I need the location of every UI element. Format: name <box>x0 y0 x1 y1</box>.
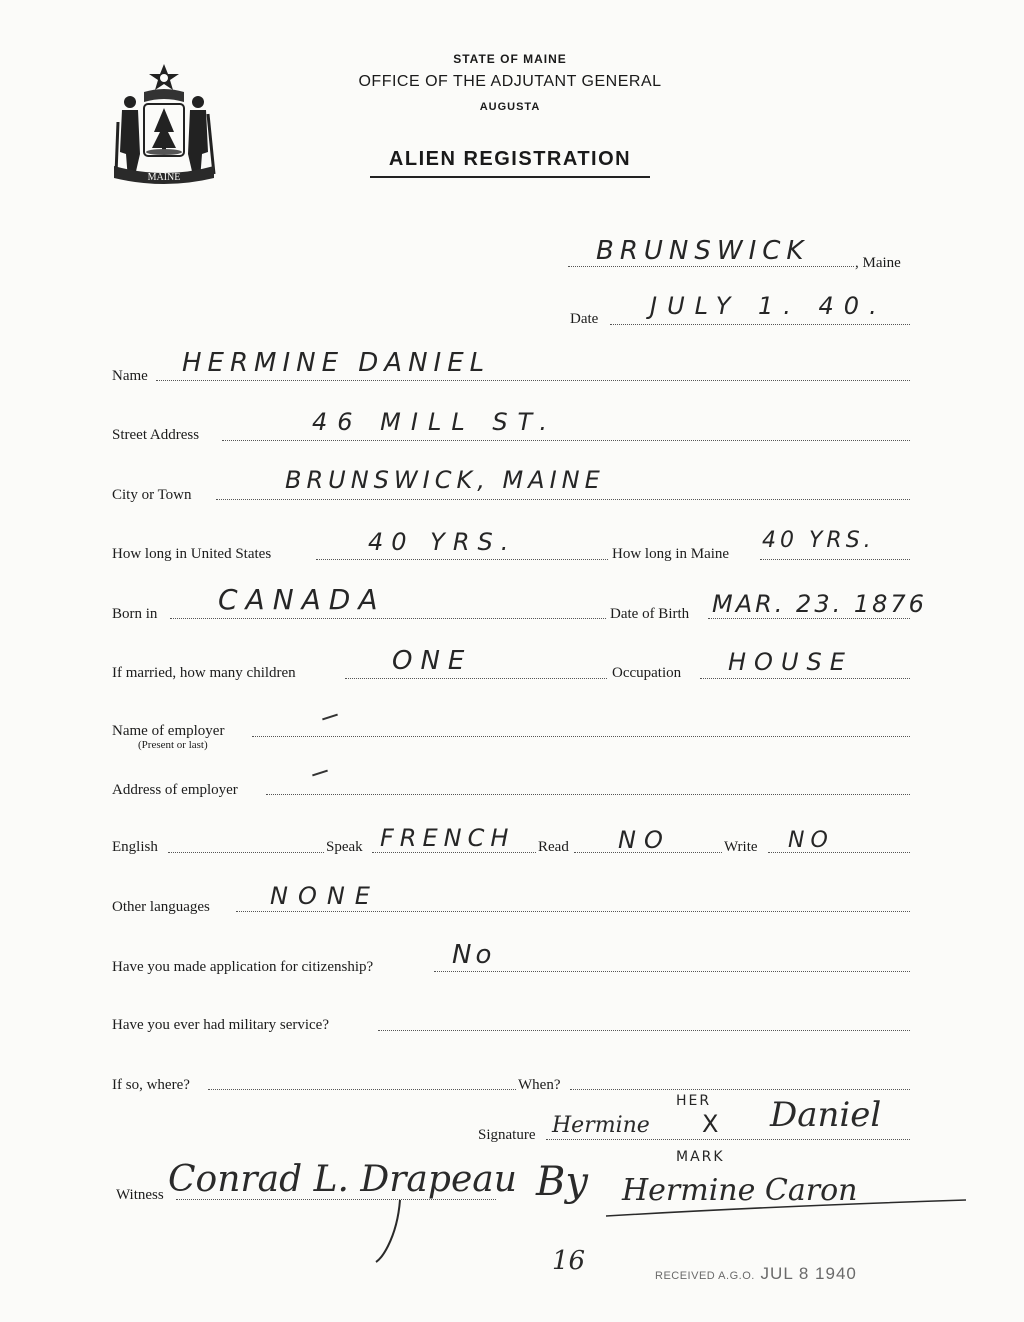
place-line <box>568 266 854 267</box>
seal-motto: MAINE <box>147 172 181 183</box>
name-entry: HERMINE DANIEL <box>182 348 491 378</box>
witness-by: By <box>536 1159 588 1205</box>
speak-line <box>372 852 536 853</box>
city-entry: BRUNSWICK, MAINE <box>285 466 605 494</box>
city-line <box>216 499 910 500</box>
english-line <box>168 852 324 853</box>
born-entry: CANADA <box>218 583 386 616</box>
military-label: Have you ever had military service? <box>112 1017 329 1033</box>
signature-mark-label: MARK <box>676 1149 725 1165</box>
children-entry: ONE <box>392 646 473 676</box>
military-line <box>378 1030 910 1031</box>
us-duration-label: How long in United States <box>112 546 272 562</box>
witness-by-name: Hermine Caron <box>622 1173 858 1208</box>
occupation-label: Occupation <box>612 665 682 681</box>
when-label: When? <box>518 1077 561 1093</box>
write-entry: NO <box>788 828 834 853</box>
signature-label: Signature <box>478 1127 536 1143</box>
born-label: Born in <box>112 606 158 622</box>
date-entry: JULY 1. 40. <box>650 292 887 320</box>
date-line <box>610 324 910 325</box>
place-suffix: , Maine <box>855 255 901 271</box>
when-line <box>570 1089 910 1090</box>
us-duration-line <box>316 559 608 560</box>
employer-label: Name of employer <box>112 723 225 739</box>
other-languages-label: Other languages <box>112 899 210 915</box>
maine-duration-entry: 40 YRS. <box>762 528 875 553</box>
dob-label: Date of Birth <box>610 606 690 622</box>
maine-duration-line <box>760 559 910 560</box>
employer-line <box>252 736 910 737</box>
page-number: 16 <box>552 1246 586 1276</box>
read-entry: NO <box>618 826 671 854</box>
employer-sublabel: (Present or last) <box>138 739 208 751</box>
witness-underline-icon <box>596 1188 976 1228</box>
city-label: City or Town <box>112 487 192 503</box>
witness-signature: Conrad L. Drapeau <box>168 1159 517 1200</box>
children-label: If married, how many children <box>112 665 296 681</box>
employer-address-line <box>266 794 910 795</box>
us-duration-entry: 40 YRS. <box>368 528 517 556</box>
signature-mark-x: X <box>702 1110 719 1138</box>
signature-her: HER <box>676 1093 712 1109</box>
occupation-line <box>700 678 910 679</box>
employer-blank-mark <box>322 714 338 721</box>
speak-entry: FRENCH <box>380 824 515 852</box>
born-line <box>170 618 606 619</box>
name-line <box>156 380 910 381</box>
signature-last-name: Daniel <box>770 1095 882 1135</box>
citizenship-label: Have you made application for citizenship? <box>112 959 374 975</box>
witness-flourish-icon <box>370 1196 410 1266</box>
street-label: Street Address <box>112 427 200 443</box>
where-line <box>208 1089 516 1090</box>
read-label: Read <box>538 839 569 855</box>
street-line <box>222 440 910 441</box>
street-entry: 46 MILL ST. <box>312 408 557 436</box>
received-stamp-label: RECEIVED A.G.O. <box>655 1270 755 1282</box>
employer-address-label: Address of employer <box>112 782 238 798</box>
dob-entry: MAR. 23. 1876 <box>712 590 927 618</box>
header-state: STATE OF MAINE <box>453 52 567 66</box>
write-label: Write <box>724 839 758 855</box>
speak-label: Speak <box>326 839 363 855</box>
children-line <box>345 678 607 679</box>
place-entry: BRUNSWICK <box>596 236 810 266</box>
other-languages-line <box>236 911 910 912</box>
name-label: Name <box>112 368 148 384</box>
page-title: ALIEN REGISTRATION <box>388 148 632 170</box>
date-label: Date <box>570 311 599 327</box>
citizenship-entry: No <box>452 940 496 970</box>
employer-address-blank-mark <box>312 770 328 777</box>
citizenship-line <box>434 971 910 972</box>
signature-line <box>546 1139 910 1140</box>
received-stamp <box>655 1264 857 1284</box>
signature-first-name: Hermine <box>552 1113 650 1138</box>
header-city: AUGUSTA <box>479 101 541 113</box>
where-label: If so, where? <box>112 1077 190 1093</box>
maine-state-seal-icon <box>108 62 220 190</box>
occupation-entry: HOUSE <box>728 648 853 676</box>
received-stamp-date: JUL 8 1940 <box>760 1264 857 1283</box>
header-office: OFFICE OF THE ADJUTANT GENERAL <box>358 73 662 90</box>
dob-line <box>708 618 910 619</box>
other-languages-entry: NONE <box>270 882 380 910</box>
witness-label: Witness <box>116 1187 164 1203</box>
english-label: English <box>112 839 158 855</box>
maine-duration-label: How long in Maine <box>612 546 730 562</box>
title-underline <box>370 176 650 178</box>
